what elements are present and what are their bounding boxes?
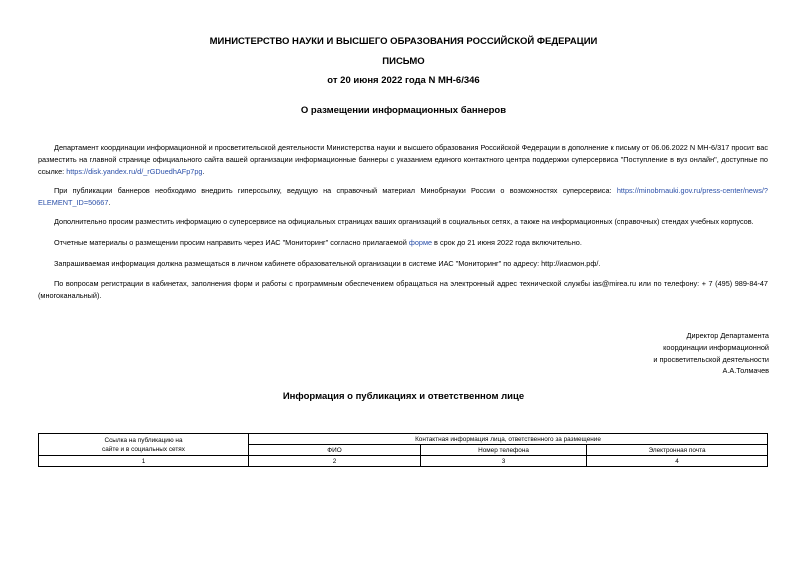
minobrnauki-news-link[interactable]: https://minobrnauki.gov.ru/press-center/news/?ELEMENT_ID=50667 — [38, 186, 768, 207]
paragraph-5 — [38, 258, 768, 270]
col-header-link — [39, 434, 249, 456]
signature-block — [569, 330, 769, 377]
paragraph-2-end: . — [108, 198, 111, 207]
col-header-link-line-2: сайте и в социальных сетях — [102, 445, 185, 453]
paragraph-1 — [38, 142, 768, 178]
paragraph-6-text: По вопросам регистрации в кабинетах, заполнения форм и работы с программным обеспечением обращаться на электронный адрес технической службы ias@mirea.ru или по телефону: + 7 (495) 989-84-47 (многоканальный). — [38, 279, 768, 300]
col-header-link-line-1: Ссылка на публикацию на — [104, 436, 183, 444]
col-header-phone: Номер телефона — [421, 445, 587, 456]
paragraph-4 — [38, 237, 768, 249]
paragraph-2 — [38, 185, 768, 209]
paragraph-1-end: . — [202, 167, 205, 176]
document-type: ПИСЬМО — [382, 56, 425, 67]
col-number-3: 3 — [421, 456, 587, 467]
form-link[interactable]: форме — [408, 238, 433, 247]
publications-table — [38, 433, 768, 467]
paragraph-3-text: Дополнительно просим разместить информацию о суперсервисе на официальных страницах ваших организаций в социальных сетях, а также на информационных (справочных) стендах учебных корпусов. — [54, 217, 754, 226]
col-header-fio: ФИО — [249, 445, 421, 456]
paragraph-5-text: Запрашиваемая информация должна размещаться в личном кабинете образовательной организации в системе ИАС "Мониторинг" по адресу: http://иасмон.рф/. — [54, 259, 601, 268]
group-header-contact: Контактная информация лица, ответственного за размещение — [249, 434, 768, 445]
ministry-title: МИНИСТЕРСТВО НАУКИ И ВЫСШЕГО ОБРАЗОВАНИЯ РОССИЙСКОЙ ФЕДЕРАЦИИ — [209, 36, 598, 47]
col-number-2: 2 — [249, 456, 421, 467]
paragraph-6 — [38, 278, 768, 302]
signature-line-2: координации информационной — [663, 342, 769, 352]
document-subject: О размещении информационных баннеров — [300, 105, 507, 116]
paragraph-2-text: При публикации баннеров необходимо внедрить гиперссылку, ведущую на справочный материал Минобрнауки России о возможностях суперсервиса: — [54, 186, 617, 195]
document-date-number: от 20 июня 2022 года N МН-6/346 — [327, 75, 480, 86]
col-number-1: 1 — [39, 456, 249, 467]
paragraph-4-text: Отчетные материалы о размещении просим направить через ИАС "Мониторинг" согласно прилагаемой — [54, 238, 409, 247]
paragraph-3 — [38, 216, 768, 228]
paragraph-4-tail: в срок до 21 июня 2022 года включительно. — [432, 238, 582, 247]
appendix-title: Информация о публикациях и ответственном лице — [282, 391, 525, 402]
signature-line-3: и просветительской деятельности — [653, 354, 769, 364]
paragraph-1-text: Департамент координации информационной и просветительской деятельности Министерства науки и высшего образования Российской Федерации в дополнение к письму от 06.06.2022 N МН-6/317 просит вас разместить на главной странице официального сайта вашей организации информационные баннеры с указанием единого контактного центра поддержки суперсервиса "Поступление в вуз онлайн", доступные по ссылке: — [38, 143, 768, 176]
signature-line-1: Директор Департамента — [686, 331, 769, 340]
table-row — [39, 456, 768, 467]
col-header-email: Электронная почта — [587, 445, 768, 456]
col-number-4: 4 — [587, 456, 768, 467]
yandex-disk-link[interactable]: https://disk.yandex.ru/d/_rGDuedhAFp7pg — [66, 167, 203, 176]
signatory-name: А.А.Толмачев — [722, 366, 769, 376]
